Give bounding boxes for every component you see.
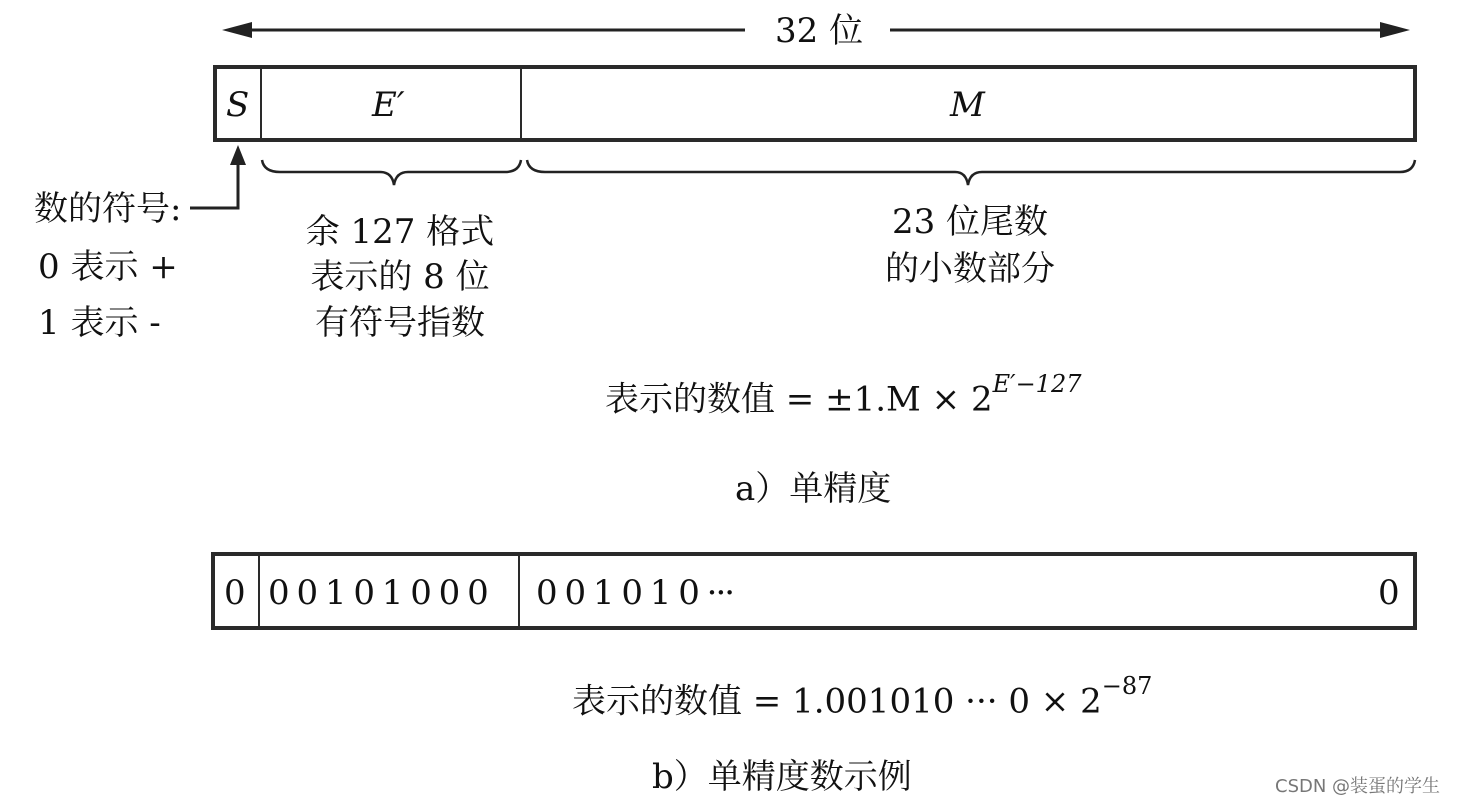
caption-a: a）单精度	[735, 469, 892, 509]
sign-one: 1 表示 -	[38, 303, 161, 343]
formula-example-exponent: −87	[1101, 672, 1153, 700]
exponent-separator	[520, 67, 522, 140]
sign-pointer-head	[230, 145, 246, 165]
sign-separator	[260, 67, 262, 140]
example-sign-separator	[258, 554, 260, 628]
example-exponent-separator	[518, 554, 520, 628]
sign-label: 数的符号:	[34, 189, 182, 229]
sign-zero: 0 表示 +	[38, 247, 178, 287]
mantissa-brace	[527, 160, 1415, 185]
formula-example	[572, 672, 1153, 722]
watermark: CSDN @装蛋的学生	[1275, 776, 1441, 797]
field-s: S	[226, 85, 250, 125]
example-mantissa-last: 0	[1378, 573, 1400, 613]
formula-example-main: 表示的数值 = 1.001010 ··· 0 × 2	[572, 681, 1102, 722]
exponent-brace	[262, 160, 521, 185]
mantissa-line-1: 23 位尾数	[891, 202, 1049, 242]
exponent-line-2: 表示的 8 位	[310, 257, 490, 297]
formula-single-main: 表示的数值 = ±1.M × 2	[605, 379, 993, 420]
mantissa-line-2: 的小数部分	[885, 249, 1055, 289]
field-e: E′	[372, 85, 405, 125]
formula-single	[605, 370, 1082, 420]
exponent-line-3: 有符号指数	[315, 303, 485, 343]
formula-single-exponent: E′−127	[992, 370, 1082, 398]
width-label: 32 位	[775, 11, 864, 51]
example-mantissa-bits: 0 0 1 0 1 0 ···	[536, 573, 734, 613]
sign-pointer-line	[190, 158, 238, 208]
width-arrow-left-head	[222, 22, 252, 38]
example-exponent-bits: 0 0 1 0 1 0 0 0	[268, 573, 487, 613]
exponent-line-1: 余 127 格式	[305, 212, 495, 252]
caption-b: b）单精度数示例	[652, 757, 912, 797]
example-sign-bit: 0	[224, 573, 246, 613]
field-m: M	[950, 85, 985, 125]
width-arrow-right-head	[1380, 22, 1410, 38]
